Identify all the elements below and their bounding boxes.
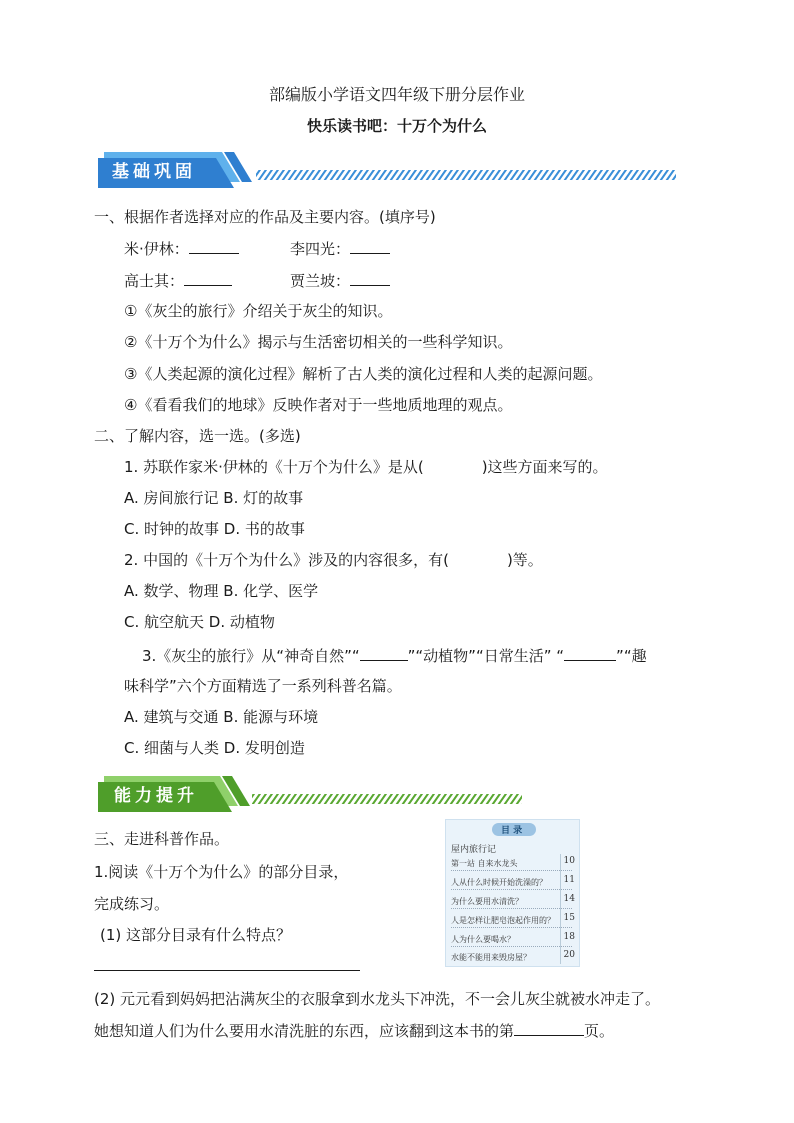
q2-sub3-question xyxy=(142,645,647,666)
author-label: 高士其： xyxy=(124,272,185,290)
q2-sub2-options-cd: C. 航空航天 D. 动植物 xyxy=(124,613,275,631)
toc-row-page: 20 xyxy=(563,950,575,960)
toc-row-text: 人从什么时候开始洗澡的？ xyxy=(451,878,547,887)
answer-blank[interactable] xyxy=(350,270,390,286)
question-text: 3.《灰尘的旅行》从“神奇自然”“ xyxy=(142,647,360,665)
toc-image xyxy=(445,819,580,967)
basic-section-title: 基础巩固 xyxy=(112,162,196,182)
q1-author-gao-shiqi xyxy=(124,270,232,291)
q3-prompt-line2: 完成练习。 xyxy=(94,895,170,913)
toc-row-text: 第一站 自来水龙头 xyxy=(451,859,518,868)
toc-title: 目 录 xyxy=(501,826,523,836)
question-text: 页。 xyxy=(584,1022,615,1040)
answer-blank[interactable] xyxy=(189,238,239,254)
author-label: 米·伊林： xyxy=(124,240,189,258)
q3-sub1-question: (1) 这部分目录有什么特点？ xyxy=(100,926,292,944)
answer-blank[interactable] xyxy=(184,270,232,286)
q2-sub3-options-cd: C. 细菌与人类 D. 发明创造 xyxy=(124,739,305,757)
toc-row-divider xyxy=(451,870,572,871)
q3-sub2-question-line1: (2) 元元看到妈妈把沾满灰尘的衣服拿到水龙头下冲洗，不一会儿灰尘就被水冲走了。 xyxy=(94,990,661,1008)
question-text: 她想知道人们为什么要用水清洗脏的东西，应该翻到这本书的第 xyxy=(94,1022,515,1040)
toc-row-text: 人是怎样让肥皂泡起作用的？ xyxy=(451,916,555,925)
answer-blank[interactable] xyxy=(350,238,390,254)
q3-sub1-answer-line[interactable] xyxy=(94,970,360,971)
toc-row-page: 11 xyxy=(563,875,575,885)
toc-row-page: 10 xyxy=(563,856,575,866)
q2-sub1-options-ab: A. 房间旅行记 B. 灯的故事 xyxy=(124,489,304,507)
q1-option-4: ④《看看我们的地球》反映作者对于一些地质地理的观点。 xyxy=(124,396,513,414)
question-text: )这些方面来写的。 xyxy=(481,458,608,476)
advanced-section-title: 能力提升 xyxy=(114,786,198,806)
question-text: ”“动植物”“日常生活” “ xyxy=(407,647,565,665)
q3-prompt-line1: 1.阅读《十万个为什么》的部分目录， xyxy=(94,863,349,881)
question-text: 2. 中国的《十万个为什么》涉及的内容很多，有( xyxy=(124,551,449,569)
q2-sub3-options-ab: A. 建筑与交通 B. 能源与环境 xyxy=(124,708,319,726)
q1-option-3: ③《人类起源的演化过程》解析了古人类的演化过程和人类的起源问题。 xyxy=(124,365,603,383)
toc-row-text: 为什么要用水清洗？ xyxy=(451,897,523,906)
toc-row-text: 水能不能用来毁房屋？ xyxy=(451,953,531,962)
toc-row-page: 15 xyxy=(563,913,575,923)
document-title: 部编版小学语文四年级下册分层作业 xyxy=(268,85,525,104)
q3-heading: 三、走进科普作品。 xyxy=(94,830,230,848)
question-text: 1. 苏联作家米·伊林的《十万个为什么》是从( xyxy=(124,458,424,476)
q1-heading: 一、根据作者选择对应的作品及主要内容。(填序号) xyxy=(94,208,436,226)
q1-author-jia-lanpo xyxy=(290,270,390,291)
toc-row-divider xyxy=(451,927,572,928)
q2-sub1-options-cd: C. 时钟的故事 D. 书的故事 xyxy=(124,520,305,538)
question-text: ”“趣 xyxy=(616,647,647,665)
q2-sub1-question xyxy=(124,457,608,477)
q2-sub2-options-ab: A. 数学、物理 B. 化学、医学 xyxy=(124,582,319,600)
answer-blank[interactable] xyxy=(514,1020,584,1036)
q1-author-mi-yilin xyxy=(124,238,239,259)
toc-row-divider xyxy=(451,946,572,947)
toc-section-label: 屋内旅行记 xyxy=(451,845,497,855)
q2-sub3-question-cont: 味科学”六个方面精选了一系列科普名篇。 xyxy=(124,677,402,695)
q1-option-1: ①《灰尘的旅行》介绍关于灰尘的知识。 xyxy=(124,302,393,320)
q1-author-li-siguang xyxy=(290,238,390,259)
q2-sub2-question xyxy=(124,550,543,570)
q2-heading: 二、了解内容，选一选。(多选) xyxy=(94,427,301,445)
q3-sub2-question-line2 xyxy=(94,1020,614,1041)
toc-title-badge xyxy=(492,823,536,836)
toc-row-page: 18 xyxy=(563,932,575,942)
toc-row-divider xyxy=(451,908,572,909)
q1-option-2: ②《十万个为什么》揭示与生活密切相关的一些科学知识。 xyxy=(124,333,513,351)
author-label: 李四光： xyxy=(290,240,351,258)
toc-row-text: 人为什么要喝水？ xyxy=(451,935,515,944)
author-label: 贾兰坡： xyxy=(290,272,351,290)
answer-blank[interactable] xyxy=(360,645,408,661)
question-text: )等。 xyxy=(506,551,543,569)
toc-row-divider xyxy=(451,889,572,890)
answer-blank[interactable] xyxy=(564,645,616,661)
document-subtitle: 快乐读书吧：十万个为什么 xyxy=(306,117,487,135)
toc-row-page: 14 xyxy=(563,894,575,904)
